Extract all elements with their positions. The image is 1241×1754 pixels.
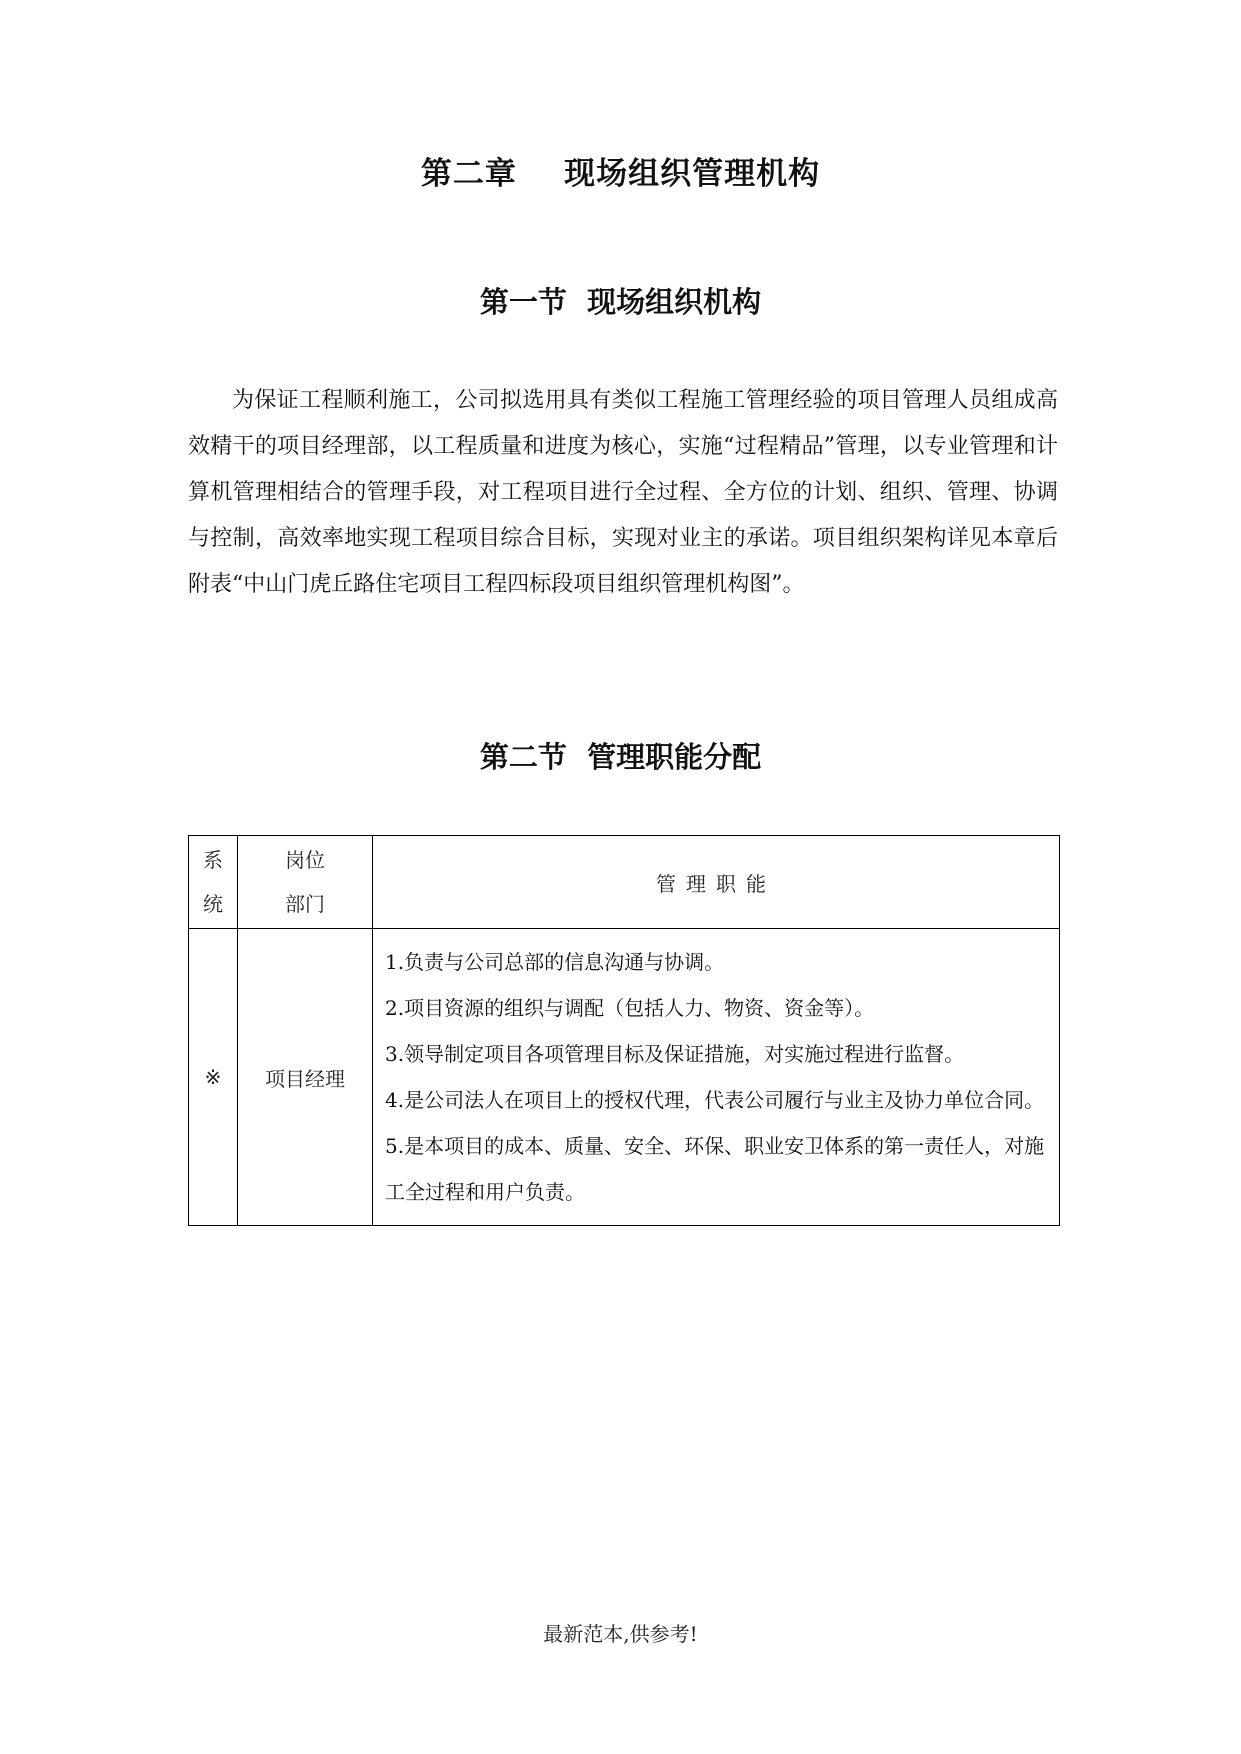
header-department [238,836,373,929]
section-title-organization: 第一节 现场组织机构 [479,285,762,319]
duty-item: 1.负责与公司总部的信息沟通与协调。 [385,950,725,974]
header-system-line2: 统 [203,892,223,916]
organization-paragraph: 为保证工程顺利施工，公司拟选用具有类似工程施工管理经验的项目管理人员组成高效精干的项目经理部，以工程质量和进度为核心，实施“过程精品”管理，以专业管理和计算机管理相结合的管理手段，对工程项目进行全过程、全方位的计划、组织、管理、协调与控制，高效率地实现工程项目综合目标，实现对业主的承诺。项目组织架构详见本章后附表“中山门虎丘路住宅项目工程四标段项目组织管理机构图”。 [188,388,1058,597]
row-department: 项目经理 [238,929,373,1226]
header-system-line1: 系 [203,848,223,872]
duty-item: 5.是本项目的成本、质量、安全、环保、职业安卫体系的第一责任人，对施工全过程和用户负责。 [385,1134,1045,1204]
chapter-title: 第二章 现场组织管理机构 [420,156,821,192]
row-system-mark: ※ [189,929,238,1226]
duty-allocation-table [188,835,1060,1226]
duty-item: 2.项目资源的组织与调配（包括人力、物资、资金等）。 [385,996,875,1020]
duty-item: 4.是公司法人在项目上的授权代理，代表公司履行与业主及协力单位合同。 [385,1088,1045,1112]
header-duty: 管理职能 [373,836,1060,929]
table-row [189,929,1060,1226]
section-title-duty-allocation: 第二节 管理职能分配 [479,740,762,774]
header-system [189,836,238,929]
header-dept-line1: 岗位 [285,848,325,872]
row-duty-list [373,929,1060,1226]
table-header-row [189,836,1060,929]
header-dept-line2: 部门 [285,892,325,916]
duty-item: 3.领导制定项目各项管理目标及保证措施，对实施过程进行监督。 [385,1042,965,1066]
page-footer: 最新范本,供参考! [543,1622,698,1646]
